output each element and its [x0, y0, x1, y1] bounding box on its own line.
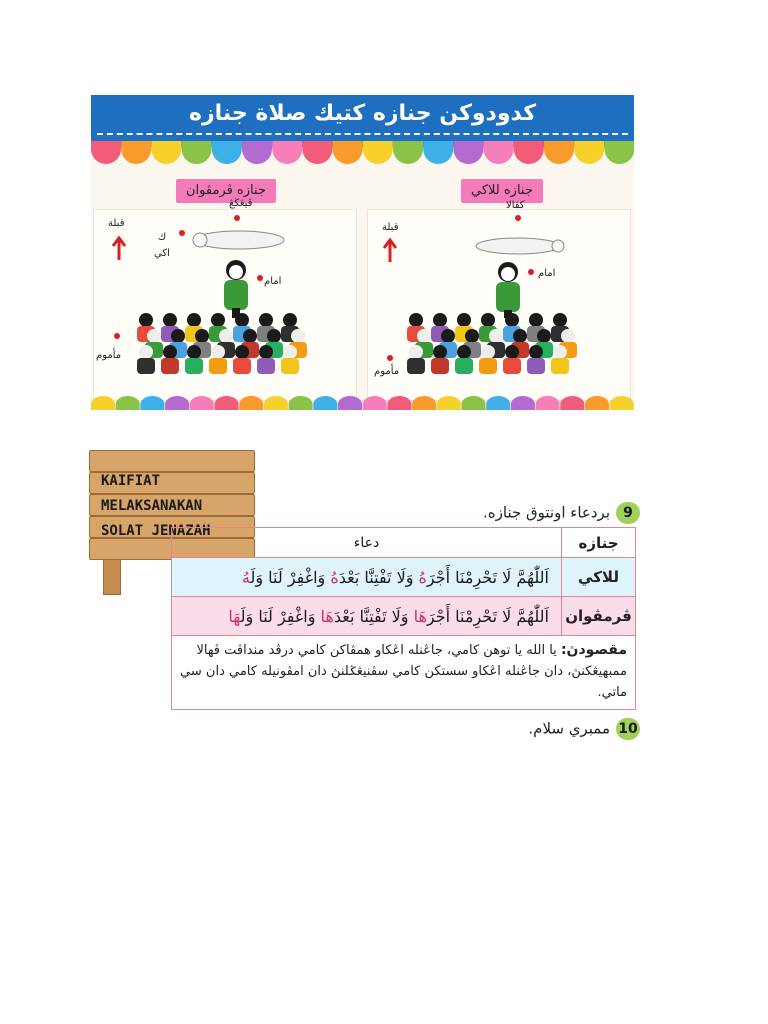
doa-male-part: وَلَا تَفْتِنَّا بَعْدَ [338, 568, 419, 587]
label-kepala: كڤالا [506, 200, 525, 211]
sign-line-3: SOLAT JENAZAH [101, 523, 211, 539]
label-qiblat-female: قبلة [108, 218, 125, 229]
doa-female-part: اَللّٰهُمَّ لَا تَحْرِمْنَا أَجْرَ [426, 607, 549, 626]
step-10-number: 10 [616, 718, 640, 740]
sign-line-2: MELAKSANAKAN [101, 498, 203, 514]
label-makmum-female: مأموم [96, 350, 122, 361]
step-10-text: ممبري سلام. [528, 719, 610, 738]
header-doa: دعاء [353, 535, 380, 551]
label-ke: ك [158, 232, 167, 243]
meaning-body: يا الله يا توهن كامي، جاڠنله اڠكاو همڤاكن كامي درڤد منداڤت ڤهالا ممبهيڠكنڽ، دان جاڠنله اڠكاو سستكن كامي سڤنيڠݢلنڽ دان امڤونيله كامي دان سي ماتي. [180, 643, 627, 700]
label-makmum-male: مأموم [374, 366, 400, 377]
step-9-text: بردعاء اونتوق جنازه. [483, 503, 610, 522]
step-9-number: 9 [616, 502, 640, 524]
meaning-key: مقصودڽ: [560, 642, 627, 658]
step-10-heading [528, 718, 640, 740]
label-punggung: ڤيڠڬڠ [229, 198, 253, 209]
doa-male-part: اَللّٰهُمَّ لَا تَحْرِمْنَا أَجْرَ [426, 568, 549, 587]
label-male: للاكي [561, 558, 635, 596]
doa-male-pronoun: هُ [418, 568, 427, 587]
meaning-text [180, 640, 627, 703]
doa-female [172, 597, 561, 635]
panel-label-female: جنازه ڤرمڤوان [176, 179, 276, 203]
bottom-colour-strip-icon [91, 396, 634, 410]
doa-male [172, 558, 561, 596]
label-aki: اکي [154, 248, 170, 259]
doa-male-pronoun: هُ [330, 568, 339, 587]
doa-female-pronoun: هَا [413, 607, 427, 626]
sign-plank [89, 450, 255, 472]
male-scene-icon [368, 210, 630, 400]
doa-female-pronoun: هَا [228, 607, 241, 626]
jenazah-position-illustration [91, 95, 634, 410]
doa-male-part: وَاغْفِرْ لَنَا وَلَ [250, 568, 331, 587]
doa-female-part: وَلَا تَفْتِنَّا بَعْدَ [333, 607, 414, 626]
banner-dashed-line [97, 133, 628, 135]
sign-post-left [103, 559, 121, 595]
header-jenazah: جنازه [561, 528, 635, 557]
label-female: ڤرمڤوان [561, 597, 635, 635]
table-header-row [172, 528, 635, 558]
label-qiblat-male: قبلة [382, 222, 399, 233]
label-imam-male: امام [538, 268, 556, 279]
panel-male [367, 200, 631, 401]
panel-label-male: جنازه للاكي [461, 179, 543, 203]
scallop-border-icon [91, 141, 634, 167]
doa-male-pronoun: هُ [241, 568, 251, 587]
step-9-heading [483, 502, 640, 524]
doa-female-part: وَاغْفِرْ لَنَا وَلَ [240, 607, 321, 626]
table-row-meaning [172, 636, 635, 709]
sign-line-1: KAIFIAT [101, 473, 161, 489]
panel-female [93, 198, 357, 401]
table-row-male [172, 558, 635, 597]
banner-title: كدودوكن جنازه كتيك صلاة جنازه [188, 101, 537, 126]
label-imam-female: امام [264, 276, 282, 287]
doa-table [171, 527, 636, 710]
title-banner [91, 95, 634, 147]
female-scene-icon [94, 210, 356, 400]
doa-female-pronoun: هَا [320, 607, 334, 626]
table-row-female [172, 597, 635, 636]
